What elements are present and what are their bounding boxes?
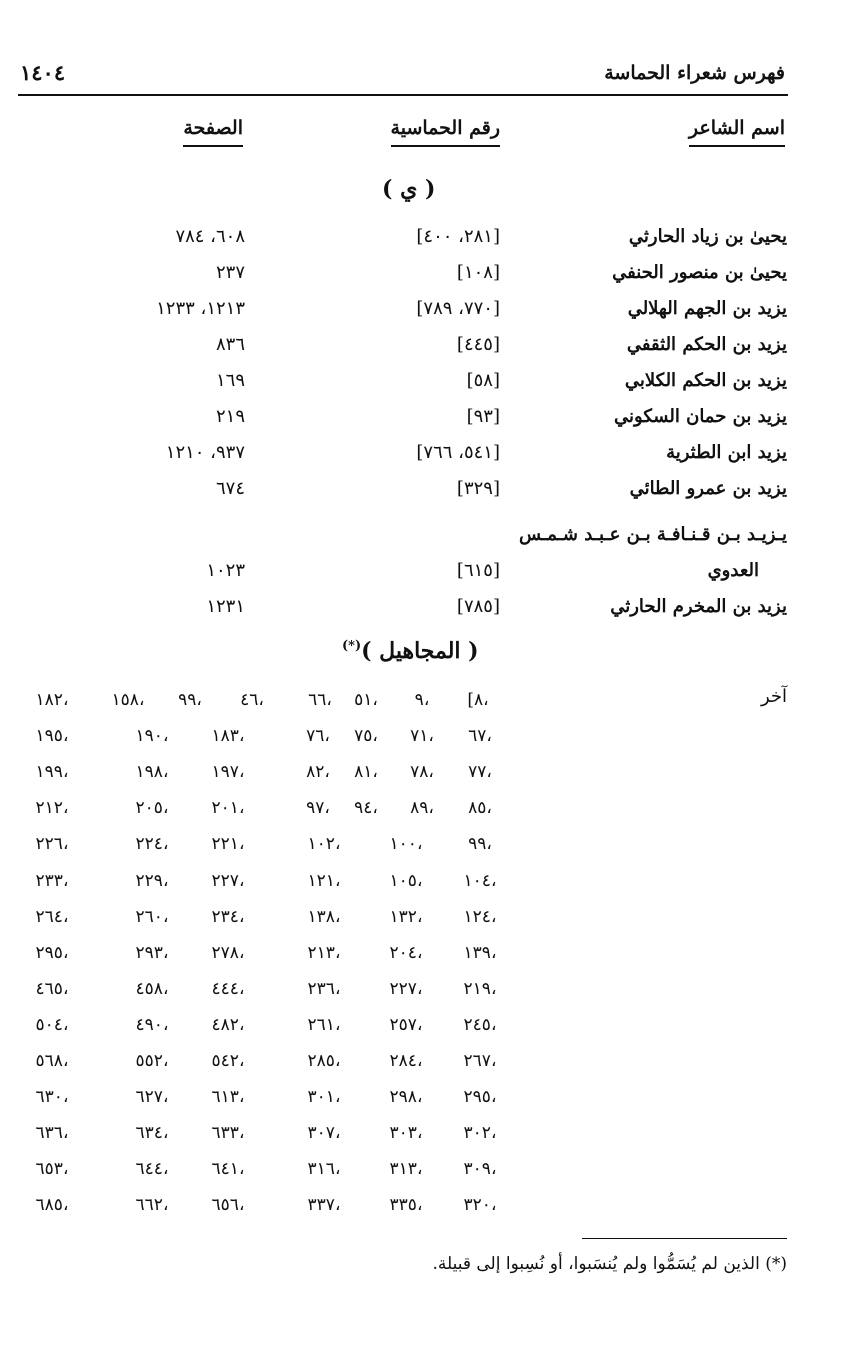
grid-cell: ١٩٩، [35,762,69,782]
grid-cell: ٢٠٤، [389,943,423,963]
grid-row [0,1123,855,1159]
grid-cell: ٧٦، [306,726,330,746]
grid-row [0,871,855,907]
grid-cell: ٣٣٧، [307,1195,341,1215]
entry-poet: يحيىٰ بن زياد الحارثي [628,226,787,247]
grid-cell: ٩، [414,690,430,710]
grid-cell: ٥١، [354,690,378,710]
index-entry [0,406,855,442]
grid-cell: ١٠٢، [307,834,341,854]
entry-numbers: [٥٤١، ٧٦٦] [416,442,500,463]
entry-poet: يزيد بن الجهم الهلالي [627,298,787,319]
index-entry [0,298,855,334]
grid-cell: ٣٠٩، [463,1159,497,1179]
entry-pages: ٩٣٧، ١٢١٠ [165,442,245,463]
grid-cell: ٩٧، [306,798,330,818]
entry-pages: ٦٠٨، ٧٨٤ [175,226,245,247]
grid-cell: ٧٥، [354,726,378,746]
index-entry [0,334,855,370]
entry-numbers: [٥٨] [466,370,500,391]
grid-cell: ٩٩، [468,834,492,854]
entry-poet: يزيد بن الحكم الثقفي [626,334,787,355]
grid-row [0,1159,855,1195]
grid-cell: ٥٠٤، [35,1015,69,1035]
entry-numbers: [٣٢٩] [456,478,500,499]
grid-row [0,907,855,943]
grid-cell: ٩٩، [178,690,202,710]
grid-cell: ١٠٠، [389,834,423,854]
grid-cell: ٢١٩، [463,979,497,999]
grid-cell: ٢٠١، [211,798,245,818]
grid-cell: ٦٤١، [211,1159,245,1179]
running-header-title: فهرس شعراء الحماسة [604,62,785,84]
grid-cell: ٨٩، [410,798,434,818]
grid-cell: ٨٥، [468,798,492,818]
entry-numbers: [٤٤٥] [456,334,500,355]
grid-cell: ٥٦٨، [35,1051,69,1071]
grid-cell: ٧٨، [410,762,434,782]
grid-cell: ١٠٥، [389,871,423,891]
grid-cell: ٢٨٥، [307,1051,341,1071]
entry-poet-line1: يـزيـد بـن قـنـافـة بـن عـبـد شـمـس [519,524,787,545]
grid-row [0,834,855,870]
grid-cell: ٣١٦، [307,1159,341,1179]
grid-cell: ٢٤٥، [463,1015,497,1035]
grid-cell: ٣٠٢، [463,1123,497,1143]
section-heading-ya: ( ي ) [382,176,436,202]
grid-cell: ٣٢٠، [463,1195,497,1215]
grid-cell: ٤٨٢، [211,1015,245,1035]
index-entry [0,262,855,298]
grid-row [0,798,855,834]
entry-pages: ١٢٣١ [206,596,245,617]
grid-cell: ٧٧، [468,762,492,782]
grid-cell: ١٩٥، [35,726,69,746]
grid-cell: ٥٤٢، [211,1051,245,1071]
grid-row [0,726,855,762]
grid-cell: ٢٧٨، [211,943,245,963]
index-entry [0,370,855,406]
entry-poet-line2: العدوي [707,560,759,581]
grid-cell: ٨١، [354,762,378,782]
grid-cell: ٢٢٧، [211,871,245,891]
grid-cell: ٢٦٧، [463,1051,497,1071]
grid-cell: ٢٢٩، [135,871,169,891]
grid-cell: ٦٣٦، [35,1123,69,1143]
grid-cell: ٢٦١، [307,1015,341,1035]
entry-poet: يزيد ابن الطثرية [666,442,787,463]
grid-cell: ٢٨٤، [389,1051,423,1071]
grid-cell: ٢٩٥، [463,1087,497,1107]
entry-pages: ٢١٩ [215,406,245,427]
grid-row [0,762,855,798]
page-number: ١٤٠٤ [20,60,66,85]
entry-poet: يحيىٰ بن منصور الحنفي [612,262,787,283]
grid-cell: ١٩٠، [135,726,169,746]
grid-cell: ٤٦، [240,690,264,710]
entry-poet: يزيد بن الحكم الكلابي [624,370,787,391]
grid-row [0,979,855,1015]
grid-cell: ٢٦٤، [35,907,69,927]
grid-cell: ١٢٤، [463,907,497,927]
unknown-label: آخر [760,686,787,707]
grid-cell: ٦٦٢، [135,1195,169,1215]
grid-cell: ٦٧، [468,726,492,746]
entry-poet: يزيد بن عمرو الطائي [629,478,787,499]
grid-row [0,690,855,726]
grid-cell: ٢٢١، [211,834,245,854]
grid-cell: ٣٠١، [307,1087,341,1107]
entry-numbers: [٩٣] [466,406,500,427]
grid-row [0,1015,855,1051]
grid-row [0,1051,855,1087]
entry-pages: ٦٧٤ [215,478,245,499]
grid-cell: ٢٣٤، [211,907,245,927]
entry-numbers: [٧٨٥] [456,596,500,617]
grid-row [0,943,855,979]
grid-cell: ٢٣٣، [35,871,69,891]
grid-cell: ٤٤٤، [211,979,245,999]
grid-cell: ١٩٨، [135,762,169,782]
grid-cell: ٢٦٠، [135,907,169,927]
section-heading-unknown [342,638,479,664]
grid-cell: ١٣٢، [389,907,423,927]
grid-cell: ٧١، [410,726,434,746]
grid-cell: ٥٥٢، [135,1051,169,1071]
grid-cell: ١٢١، [307,871,341,891]
grid-cell: ٢٩٨، [389,1087,423,1107]
grid-cell: ١٨٣، [211,726,245,746]
entry-pages: ١٢١٣، ١٢٣٣ [156,298,245,319]
index-entry [0,442,855,478]
grid-cell: ٦٣٣، [211,1123,245,1143]
grid-cell: ٦٣٤، [135,1123,169,1143]
grid-cell: ٢٢٤، [135,834,169,854]
grid-cell: ١٣٩، [463,943,497,963]
grid-cell: ٤٦٥، [35,979,69,999]
grid-cell: ١٨٢، [35,690,69,710]
grid-cell: ٤٥٨، [135,979,169,999]
grid-cell: ٣٠٧، [307,1123,341,1143]
section-unknown-title: ( المجاهيل ) [361,638,479,664]
entry-numbers: [٧٧٠، ٧٨٩] [416,298,500,319]
grid-cell: ٢٩٥، [35,943,69,963]
entry-pages: ١٠٢٣ [206,560,245,581]
grid-cell: ٦٢٧، [135,1087,169,1107]
grid-cell: ٦٦، [308,690,332,710]
grid-cell: ٢٥٧، [389,1015,423,1035]
grid-cell: ٢٣٦، [307,979,341,999]
index-entry [0,226,855,262]
entry-pages: ٢٣٧ [215,262,245,283]
grid-cell: ٤٩٠، [135,1015,169,1035]
entry-numbers: [١٠٨] [456,262,500,283]
grid-cell: [٨، [467,690,489,710]
grid-cell: ٦٥٦، [211,1195,245,1215]
grid-row [0,1195,855,1231]
grid-cell: ٢٠٥، [135,798,169,818]
grid-cell: ٩٤، [354,798,378,818]
grid-cell: ٢٩٣، [135,943,169,963]
grid-cell: ١٣٨، [307,907,341,927]
header-rule [18,94,788,96]
entry-poet: يزيد بن حمان السكوني [614,406,787,427]
column-header-page: الصفحة [183,117,243,147]
grid-cell: ١٥٨، [111,690,145,710]
entry-numbers: [٢٨١، ٤٠٠] [416,226,500,247]
multiline-entry-continued [0,560,855,596]
entry-pages: ١٦٩ [215,370,245,391]
grid-cell: ٨٢، [306,762,330,782]
entry-numbers: [٦١٥] [456,560,500,581]
grid-cell: ٣٠٣، [389,1123,423,1143]
grid-cell: ٣١٣، [389,1159,423,1179]
grid-cell: ١٠٤، [463,871,497,891]
multiline-entry [0,524,855,560]
last-entry [0,596,855,632]
entry-poet: يزيد بن المخرم الحارثي [610,596,787,617]
grid-cell: ٦١٣، [211,1087,245,1107]
grid-cell: ٦٤٤، [135,1159,169,1179]
grid-cell: ٢١٣، [307,943,341,963]
grid-cell: ١٩٧، [211,762,245,782]
footnote-rule [582,1238,787,1239]
entry-pages: ٨٣٦ [215,334,245,355]
grid-cell: ٣٣٥، [389,1195,423,1215]
column-header-poet: اسم الشاعر [689,117,785,147]
footnote-marker: (*) [342,638,362,654]
grid-cell: ٢٢٦، [35,834,69,854]
grid-row [0,1087,855,1123]
index-entry [0,478,855,514]
grid-cell: ٢١٢، [35,798,69,818]
grid-cell: ٢٢٧، [389,979,423,999]
grid-cell: ٦٨٥، [35,1195,69,1215]
column-header-number: رقم الحماسية [391,117,500,147]
grid-cell: ٦٣٠، [35,1087,69,1107]
footnote: (*) الذين لم يُسَمُّوا ولم يُنسَبوا، أو نُسِبوا إلى قبيلة. [432,1254,787,1274]
grid-cell: ٦٥٣، [35,1159,69,1179]
